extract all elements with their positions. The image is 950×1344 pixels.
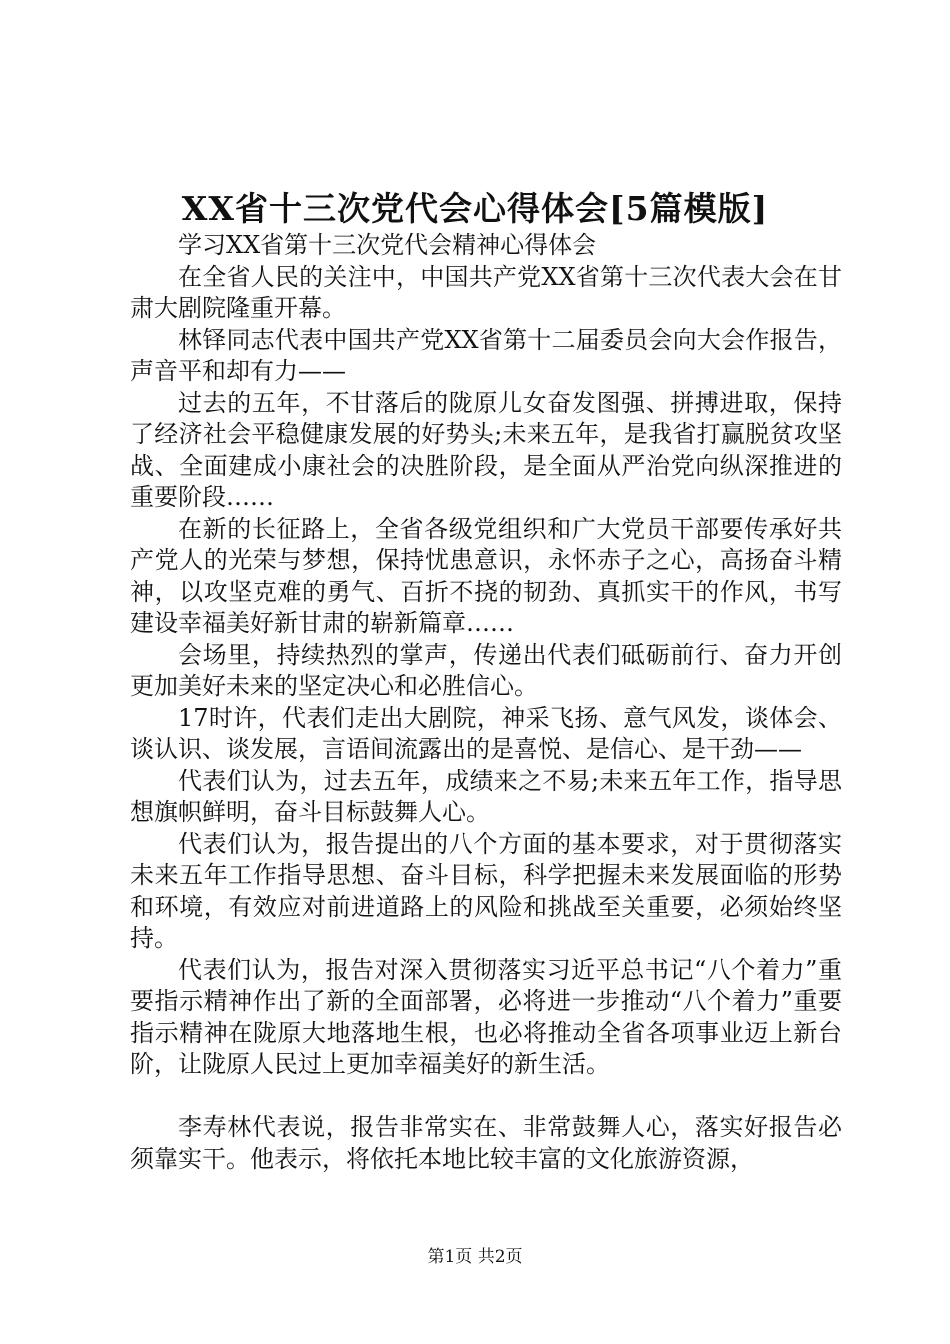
paragraph-li-shoulin: 李寿林代表说，报告非常实在、非常鼓舞人心，落实好报告必须靠实干。他表示，将依托本地比较丰富的文化旅游资源， [130,1113,842,1173]
paragraph-subtitle: 学习XX省第十三次党代会精神心得体会 [178,231,597,259]
paragraph-opening: 在全省人民的关注中，中国共产党XX省第十三次代表大会在甘肃大剧院隆重开幕。 [130,262,842,322]
paragraph-delegates-exit: 17时许，代表们走出大剧院，神采飞扬、意气风发，谈体会、谈认识、谈发展，言语间流露出的是喜悦、是信心、是干劲—— [130,703,842,763]
paragraph-delegates-view-2: 代表们认为，报告提出的八个方面的基本要求，对于贯彻落实未来五年工作指导思想、奋斗目标，科学把握未来发展面临的形势和环境，有效应对前进道路上的风险和挑战至关重要，必须始终坚持。 [130,829,842,952]
paragraph-delegates-view-1: 代表们认为，过去五年，成绩来之不易;未来五年工作，指导思想旗帜鲜明，奋斗目标鼓舞人心。 [130,766,842,826]
document-title: XX省十三次党代会心得体会[5篇模版] [181,189,769,228]
document-body [130,230,842,1175]
paragraph-report: 林铎同志代表中国共产党XX省第十二届委员会向大会作报告，声音平和却有力—— [130,325,842,385]
page-footer: 第1页 共2页 [427,1247,523,1267]
paragraph-past-five-years: 过去的五年，不甘落后的陇原儿女奋发图强、拼搏进取，保持了经济社会平稳健康发展的好势头;未来五年，是我省打赢脱贫攻坚战、全面建成小康社会的决胜阶段，是全面从严治党向纵深推进的重要阶段…… [130,388,842,511]
paragraph-delegates-view-3: 代表们认为，报告对深入贯彻落实习近平总书记“八个着力”重要指示精神作出了新的全面部署，必将进一步推动“八个着力”重要指示精神在陇原大地落地生根，也必将推动全省各项事业迈上新台阶，让陇原人民过上更加幸福美好的新生活。 [130,955,842,1078]
paragraph-new-long-march: 在新的长征路上，全省各级党组织和广大党员干部要传承好共产党人的光荣与梦想，保持忧患意识，永怀赤子之心，高扬奋斗精神，以攻坚克难的勇气、百折不挠的韧劲、真抓实干的作风，书写建设幸福美好新甘肃的崭新篇章…… [130,514,842,637]
paragraph-applause: 会场里，持续热烈的掌声，传递出代表们砥砺前行、奋力开创更加美好未来的坚定决心和必胜信心。 [130,640,842,700]
